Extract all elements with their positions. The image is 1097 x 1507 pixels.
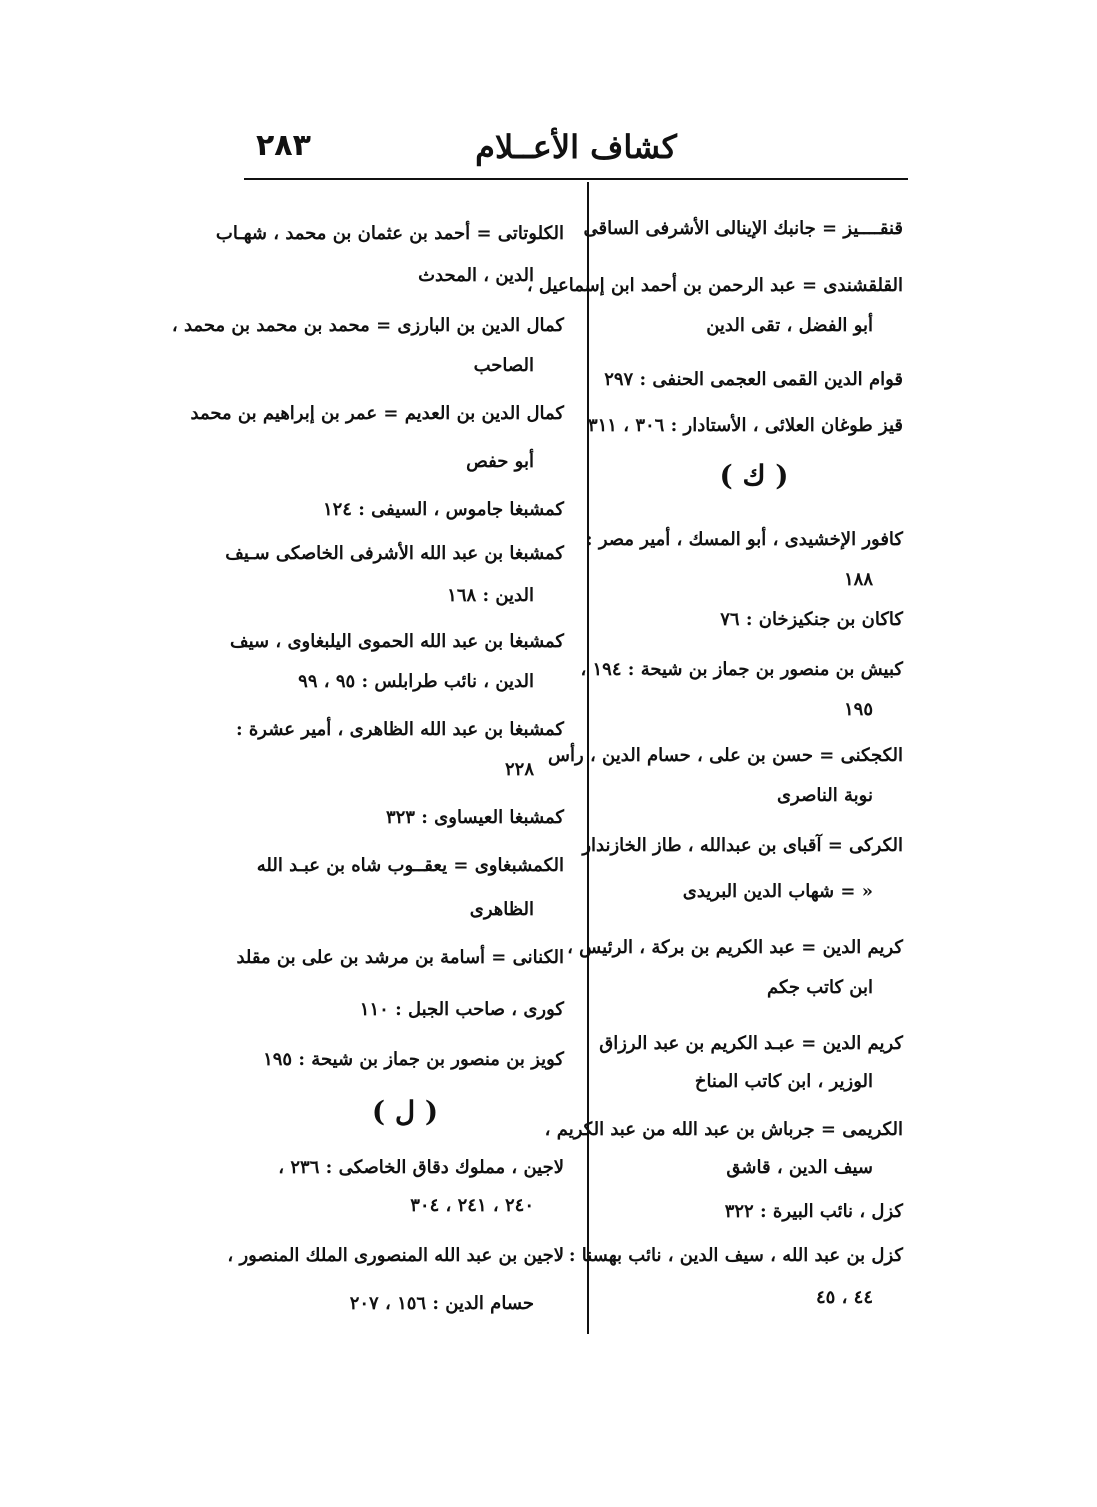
index-entry-line: الكنانى = أسامة بن مرشد بن على بن مقلد bbox=[236, 947, 564, 968]
index-entry-line: الدين ، المحدث bbox=[418, 265, 534, 286]
index-entry-line: كافور الإخشيدى ، أبو المسك ، أمير مصر : bbox=[585, 529, 903, 550]
index-entry-line: الكلوتاتى = أحمد بن عثمان بن محمد ، شهـاب bbox=[215, 223, 564, 244]
index-entry-line: لاجين ، مملوك دقاق الخاصكى : ٢٣٦ ، bbox=[278, 1157, 564, 1178]
index-entry-line: كمشبغا بن عبد الله الأشرفى الخاصكى سـيف bbox=[225, 543, 564, 564]
index-entry-line: لاجين بن عبد الله المنصورى الملك المنصور ، bbox=[227, 1245, 564, 1266]
index-entry-line: كاكان بن جنكيزخان : ٧٦ bbox=[720, 609, 903, 630]
index-entry-line: الكمشبغاوى = يعقــوب شاه بن عبـد الله bbox=[256, 855, 564, 876]
index-entry-line: الوزير ، ابن كاتب المناخ bbox=[694, 1071, 873, 1092]
index-entry-line: كبيش بن منصور بن جماز بن شيحة : ١٩٤ ، bbox=[580, 659, 903, 680]
index-entry-line: الدين : ١٦٨ bbox=[447, 585, 534, 606]
section-letter: ( ك ) bbox=[719, 459, 789, 492]
index-entry-line: الكريمى = جرباش بن عبد الله من عبد الكريم ، bbox=[544, 1119, 903, 1140]
index-entry-line: كمال الدين بن البارزى = محمد بن محمد بن محمد ، bbox=[171, 315, 564, 336]
index-entry-line: ١٩٥ bbox=[843, 699, 873, 720]
index-entry-line: أبو الفضل ، تقى الدين bbox=[706, 315, 873, 336]
index-entry-line: سيف الدين ، قاشق bbox=[726, 1157, 873, 1178]
index-entry-line: ابن كاتب جكم bbox=[766, 977, 873, 998]
index-entry-line: ١٨٨ bbox=[843, 569, 873, 590]
index-entry-line: قنقــــيز = جانبك الإينالى الأشرفى الساقى bbox=[583, 218, 903, 239]
index-entry-line: كمشبغا العيساوى : ٣٢٣ bbox=[385, 807, 564, 828]
index-entry-line: قوام الدين القمى العجمى الحنفى : ٢٩٧ bbox=[604, 369, 903, 390]
index-entry-line: نوبة الناصرى bbox=[777, 785, 873, 806]
index-entry-line: الظاهرى bbox=[469, 899, 534, 920]
index-entry-line: أبو حفص bbox=[466, 451, 534, 472]
index-entry-line: قيز طوغان العلائى ، الأستادار : ٣٠٦ ، ٣١١ bbox=[587, 415, 903, 436]
header-rule bbox=[244, 178, 908, 180]
index-entry-line: كورى ، صاحب الجبل : ١١٠ bbox=[359, 999, 564, 1020]
index-entry-line: الكجكنى = حسن بن على ، حسام الدين ، رأس bbox=[548, 745, 903, 766]
index-entry-line: كويز بن منصور بن جماز بن شيحة : ١٩٥ bbox=[263, 1049, 564, 1070]
index-entry-line: كمشبغا جاموس ، السيفى : ١٢٤ bbox=[322, 499, 564, 520]
index-entry-line: حسام الدين : ١٥٦ ، ٢٠٧ bbox=[349, 1293, 534, 1314]
index-entry-line: ٢٤٠ ، ٢٤١ ، ٣٠٤ bbox=[410, 1195, 534, 1216]
index-entry-line: كمشبغا بن عبد الله الحموى اليلبغاوى ، سيف bbox=[229, 631, 564, 652]
index-entry-line: ٤٤ ، ٤٥ bbox=[815, 1287, 873, 1308]
index-entry-line: الصاحب bbox=[473, 355, 534, 376]
index-entry-line: ٢٢٨ bbox=[504, 759, 534, 780]
page-number: ٢٨٣ bbox=[256, 128, 311, 163]
index-entry-line: الدين ، نائب طرابلس : ٩٥ ، ٩٩ bbox=[298, 671, 534, 692]
index-entry-line: كمال الدين بن العديم = عمر بن إبراهيم بن محمد bbox=[190, 403, 564, 424]
index-entry-line: كزل بن عبد الله ، سيف الدين ، نائب بهسنا : bbox=[568, 1245, 903, 1266]
page-header bbox=[244, 128, 908, 176]
index-entry-line: كمشبغا بن عبد الله الظاهرى ، أمير عشرة : bbox=[235, 719, 564, 740]
index-entry-line: « = شهاب الدين البريدى bbox=[682, 881, 873, 902]
running-title: كشاف الأعــلام bbox=[475, 128, 677, 166]
index-entry-line: كريم الدين = عبد الكريم بن بركة ، الرئيس ، bbox=[567, 937, 903, 958]
index-entry-line: كريم الدين = عبـد الكريم بن عبد الرزاق bbox=[599, 1033, 903, 1054]
index-entry-line: القلقشندى = عبد الرحمن بن أحمد ابن إسماعيل ، bbox=[526, 275, 903, 296]
index-entry-line: كزل ، نائب البيرة : ٣٢٢ bbox=[724, 1201, 903, 1222]
index-entry-line: الكركى = آقباى بن عبدالله ، طاز الخازندار bbox=[582, 835, 903, 856]
section-letter: ( ل ) bbox=[371, 1095, 439, 1128]
